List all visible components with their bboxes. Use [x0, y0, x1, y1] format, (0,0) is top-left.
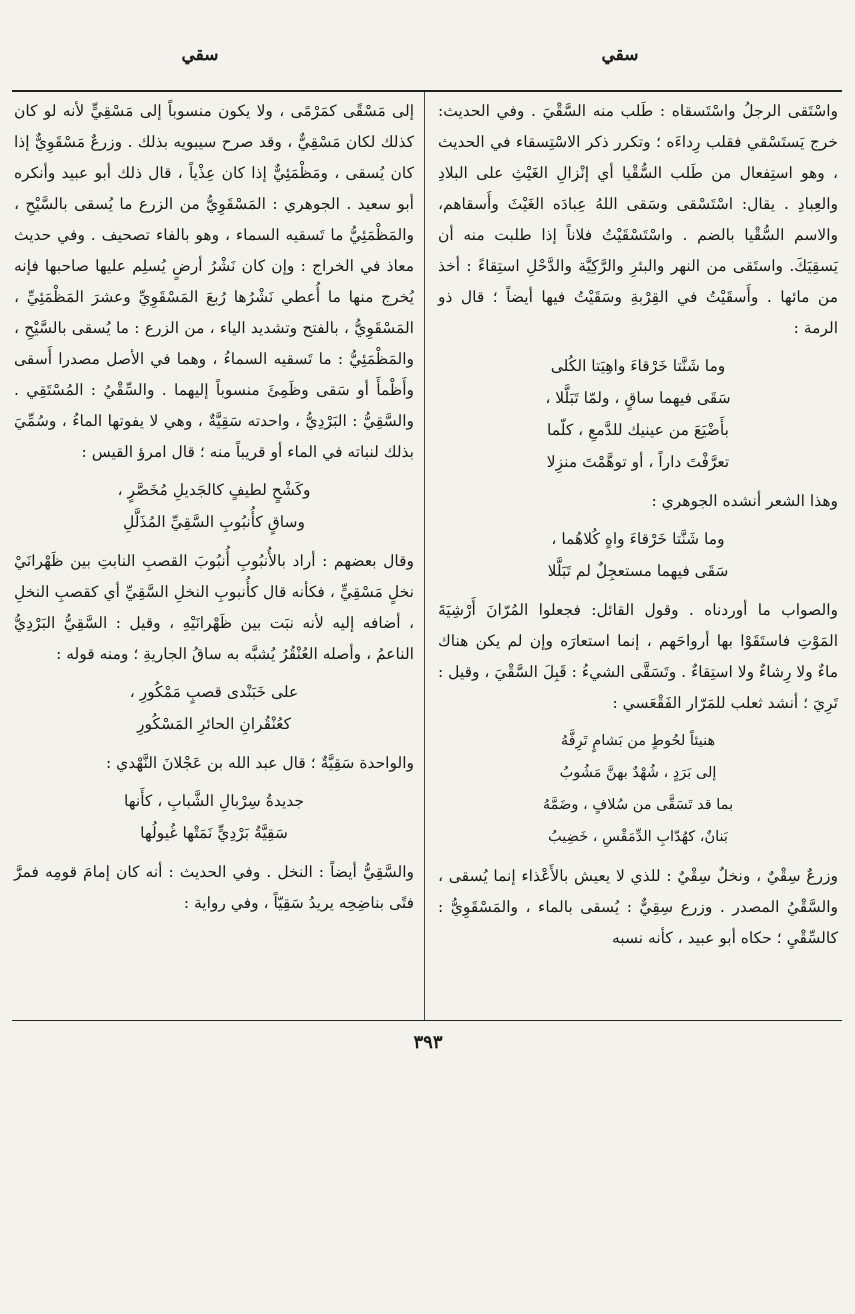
- paragraph: والسَّقِيُّ أيضاً : النخل . وفي الحديث : أنه كان إمامَ قومِه فمرَّ فتًى بناضِحِه يريدُ سَقِيّاً ، وفي رواية :: [14, 863, 414, 912]
- verse-line: إلى بَرَدٍ ، شُهْدٌ بهنَّ مَشُوبُ: [559, 765, 717, 781]
- paragraph: وقال بعضهم : أراد بالأُنبُوبِ أُنبُوبَ القصبِ النابتِ بين ظَهْرانَيْ نخلٍ مَسْقِيٍّ ، فكأنه قال كأُنبوبِ النخلِ السَّقِيِّ أي كقصبِ النخلِ ، أضافه إليه لأنه نبَت بين ظَهْرانَيْهِ ، وقيل : السَّقِيُّ البَرْدِيُّ الناعمُ ، وأصله العُنْقُرُ يُشبَّه به ساقُ الجاريةِ ؛ ومنه قوله :: [14, 552, 414, 663]
- verse-line: بما قد تَسَقَّى من سُلافٍ ، وضَمَّهُ: [542, 797, 734, 813]
- verse-line: كعُنْقُرانِ الحائرِ المَسْكُورِ: [137, 715, 291, 733]
- verse-block: [14, 676, 414, 740]
- verse-block: [438, 523, 838, 587]
- verse-line: بَنانٌ، كهُدّابِ الدِّمَقْسِ ، خَضِيبُ: [548, 829, 728, 845]
- verse-block: [14, 785, 414, 849]
- paragraph: والصواب ما أوردناه . وقول القائل: فجعلوا المُرّانَ أَرْشِيَةَ المَوْتِ فاستَقَوْا بها أرواحَهم ، إنما استعارَه وإن لم يكن هناك ماءٌ ولا رِشاءٌ ولا استِقاءٌ . وتَسَقَّى الشيءُ : قَبِلَ السَّقْيَ ، وقيل : تَرِيَ ؛ أنشد ثعلب للمَرّار الفَقْعَسي :: [438, 601, 838, 712]
- paragraph: وهذا الشعر أنشده الجوهري :: [651, 492, 838, 510]
- verse-line: جديدةُ سِرْبالِ الشَّبابِ ، كأَنها: [124, 792, 304, 810]
- verse-line: بأَضْيَعَ من عينيك للدَّمعِ ، كلّما: [547, 421, 729, 439]
- verse-line: تعرَّفْتَ داراً ، أو توهَّمْتَ منزِلا: [546, 453, 730, 471]
- verse-line: وما شَنَّتا خَرْقاءَ واهٍ كُلاهُما ،: [551, 530, 725, 548]
- footer-rule: [12, 1020, 842, 1021]
- verse-line: وكَشْحٍ لطيفٍ كالجَديلِ مُخَصَّرٍ ،: [117, 481, 311, 499]
- verse-line: وما شَنَّتا خَرْقاءَ واهِيَتا الكُلى: [550, 357, 726, 375]
- verse-block: [438, 350, 838, 478]
- paragraph: إلى مَسْقًى كمَرْمًى ، ولا يكون منسوباً إلى مَسْقِيٍّ لأنه لو كان كذلك لكان مَسْقِيٌّ ، وقد صرح سيبويه بذلك . وزرعٌ مَسْقَوِيٌّ إذا كان يُسقى ، ومَظْمَئِيٌّ إذا كان عِذْياً ، قال ذلك أبو عبيد وأنكره أبو سعيد . الجوهري : المَسْقَوِيُّ من الزرع ما يُسقى بالسَّيْحِ ، والمَظْمَئِيُّ ما تَسقيه السماء ، وهو بالفاء تصحيف . وفي حديث معاذ في الخراج : وإن كان نَشْرُ أرضٍ يُسلِم عليها صاحبها فإنه يُخرج منها ما أُعطي نَشْرُها رُبعَ المَسْقَوِيِّ وعشرَ المَظْمَئِيِّ ، المَسْقَوِيُّ ، بالفتح وتشديد الياء ، من الزرع : ما يُسقى بالسَّيْحِ ، والمَظْمَئِيُّ : ما تَسقيه السماءُ ، وهما في الأصل مصدرا أَسقى وأَظْمأَ أو سَقى وظَمِئَ منسوباً إليهما . والسِّقْيُ : المُسْتَقِي . والسَّقِيُّ : البَرْدِيُّ ، واحدته سَقِيَّةٌ ، وهي لا يفوتها الماءُ ، وسُمِّيَ بذلك لنباته في الماء أو قريباً منه ؛ قال امرؤ القيس :: [14, 102, 414, 461]
- verse-line: وساقٍ كأُنبُوبِ السَّقِيِّ المُذَلَّلِ: [123, 513, 305, 531]
- verse-block: [438, 725, 838, 853]
- left-column: [14, 96, 414, 919]
- paragraph: وزرعٌ سِقْيٌ ، ونخلٌ سِقْيٌ : للذي لا يعيش بالأَعْذاء إنما يُسقى ، والسَّقْيُ المصدر . وزرع سِقِيٌّ : يُسقى بالماء ، والمَسْقَوِيُّ : كالسِّقْيِ ؛ حكاه أبو عبيد ، كأنه نسبه: [438, 867, 838, 947]
- right-running-head: سقي: [601, 45, 639, 65]
- verse-line: هنيئاً لحُوطٍ من بَشامٍ تَرِفَّهُ: [560, 733, 716, 749]
- column-divider: [424, 92, 425, 1020]
- verse-line: سَقَى فيهما ساقٍ ، ولمّا تَبَلَّلا ،: [545, 389, 731, 407]
- left-running-head: سقي: [181, 45, 219, 65]
- verse-line: سَقِيَّةُ بَرْدِيٍّ نَمَتْها غُيولُها: [140, 824, 288, 842]
- paragraph: والواحدة سَقِيَّةٌ ؛ قال عبد الله بن عَجْلانَ النَّهْدي :: [105, 754, 414, 772]
- verse-line: على خَبَنْدى قصبٍ مَمْكُورِ ،: [129, 683, 299, 701]
- paragraph: واسْتَقى الرجلُ واسْتَسقاه : طَلب منه السَّقْيَ . وفي الحديث: خرج يَستَسْقي فقلب رِداءَه ؛ وتكرر ذكر الاسْتِسقاء في الحديث ، وهو استِفعال من طَلب السُّقْيا أي إنْزالِ الغَيْثِ على البلادِ والعِبادِ . يقال: اسْتَسْقى وسَقى اللهُ عِبادَه الغَيْثَ وأَسقاهم، والاسم السُّقْيا بالضم . واسْتَسْقَيْتُ فلاناً إذا طلبت منه أن يَسقِيَكَ. واستَقى من النهر والبئرِ والرَّكِيَّة والدَّحْلِ استِقاءً : أخذ من مائها . وأَسقَيْتُ في القِرْبةِ وسَقَيْتُ فيها أيضاً ؛ قال ذو الرمة :: [438, 102, 838, 337]
- header-rule: [12, 90, 842, 92]
- page-number: ٣٩٣: [413, 1032, 443, 1053]
- verse-line: سَقَى فيهما مستعجِلٌ لم تَبَلَّلا: [547, 562, 729, 580]
- right-column: [438, 96, 838, 954]
- verse-block: [14, 474, 414, 538]
